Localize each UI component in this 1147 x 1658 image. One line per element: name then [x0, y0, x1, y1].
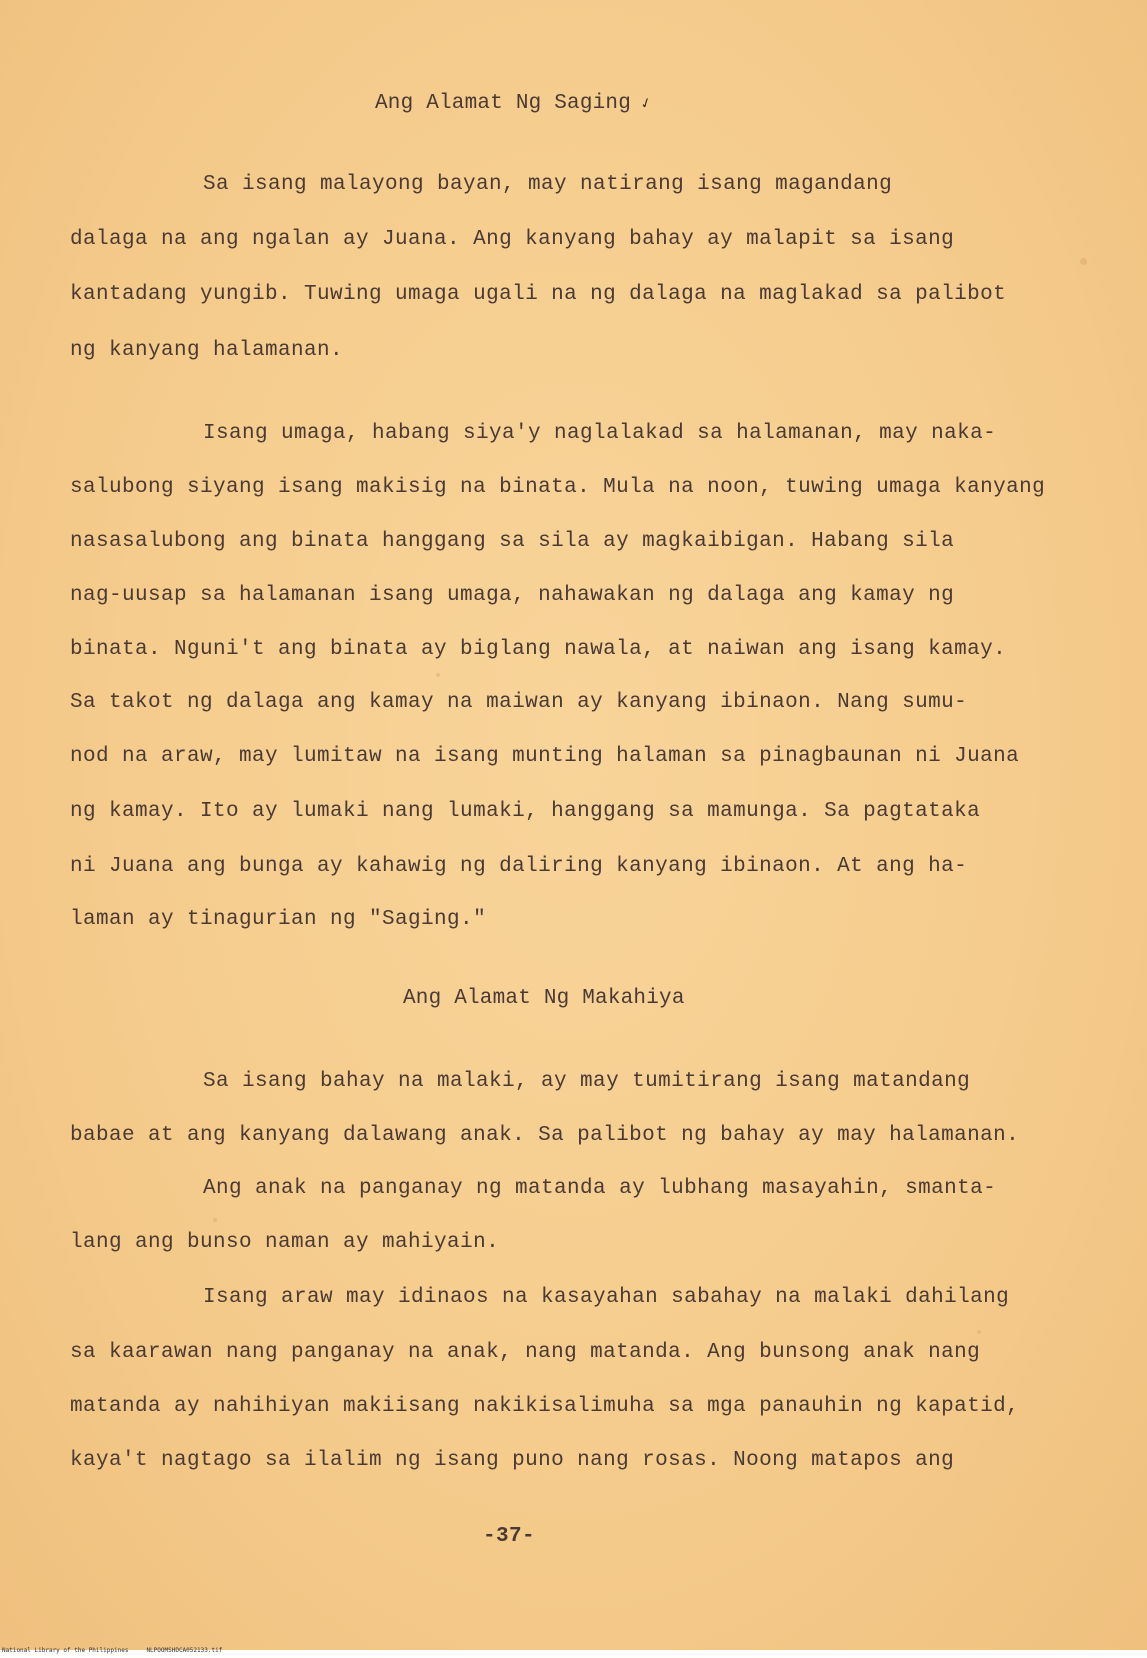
- scan-footer-text: [2, 1647, 240, 1654]
- story-2-line-5: Isang araw may idinaos na kasayahan sabahay na malaki dahilang: [203, 1286, 1010, 1309]
- story-1-line-11: nod na araw, may lumitaw na isang munting halaman sa pinagbaunan ni Juana: [70, 745, 1020, 768]
- story-1-line-6: salubong siyang isang makisig na binata. Mula na noon, tuwing umaga kanyang: [70, 476, 1046, 499]
- story-1-line-14: laman ay tinagurian ng "Saging.": [70, 908, 487, 931]
- paper-stain: [1080, 258, 1087, 265]
- paper-stain: [977, 1330, 981, 1334]
- story-2-line-4: lang ang bunso naman ay mahiyain.: [70, 1231, 500, 1254]
- story-2-line-2: babae at ang kanyang dalawang anak. Sa palibot ng bahay ay may halamanan.: [70, 1124, 1020, 1147]
- story-1-line-5: Isang umaga, habang siya'y naglalakad sa halamanan, may naka-: [203, 422, 997, 445]
- story-1-line-2: dalaga na ang ngalan ay Juana. Ang kanyang bahay ay malapit sa isang: [70, 228, 955, 251]
- story-2-line-1: Sa isang bahay na malaki, ay may tumitirang isang matandang: [203, 1070, 971, 1093]
- file-id: NLPOOMSHDCA052133.tif: [146, 1647, 223, 1654]
- story-1-line-8: nag-uusap sa halamanan isang umaga, nahawakan ng dalaga ang kamay ng: [70, 584, 955, 607]
- paper-stain: [213, 1218, 217, 1222]
- paper-stain: [436, 673, 440, 677]
- story-1-line-9: binata. Nguni't ang binata ay biglang nawala, at naiwan ang isang kamay.: [70, 638, 1007, 661]
- story-2-line-7: matanda ay nahihiyan makiisang nakikisalimuha sa mga panauhin ng kapatid,: [70, 1395, 1020, 1418]
- story-2-line-6: sa kaarawan nang panganay na anak, nang matanda. Ang bunsong anak nang: [70, 1341, 981, 1364]
- story-1-line-13: ni Juana ang bunga ay kahawig ng daliring kanyang ibinaon. At ang ha-: [70, 855, 968, 878]
- story-1-line-7: nasasalubong ang binata hanggang sa sila ay magkaibigan. Habang sila: [70, 530, 955, 553]
- story-1-line-3: kantadang yungib. Tuwing umaga ugali na ng dalaga na maglakad sa palibot: [70, 283, 1007, 306]
- story-1-line-4: ng kanyang halamanan.: [70, 339, 344, 362]
- title-makahiya: Ang Alamat Ng Makahiya: [403, 987, 685, 1010]
- title-saging-text: Ang Alamat Ng Saging: [375, 92, 632, 115]
- title-saging: [375, 92, 655, 115]
- story-2-line-8: kaya't nagtago sa ilalim ng isang puno nang rosas. Noong matapos ang: [70, 1449, 955, 1472]
- story-1-line-1: Sa isang malayong bayan, may natirang isang magandang: [203, 173, 893, 196]
- page-number: -37-: [483, 1525, 536, 1548]
- story-2-line-3: Ang anak na panganay ng matanda ay lubhang masayahin, smanta-: [203, 1177, 997, 1200]
- story-1-line-12: ng kamay. Ito ay lumaki nang lumaki, hanggang sa mamunga. Sa pagtataka: [70, 800, 981, 823]
- story-1-line-10: Sa takot ng dalaga ang kamay na maiwan ay kanyang ibinaon. Nang sumu-: [70, 691, 968, 714]
- check-mark-icon: ✓: [638, 93, 655, 115]
- library-credit: National Library of the Philippines: [2, 1647, 129, 1654]
